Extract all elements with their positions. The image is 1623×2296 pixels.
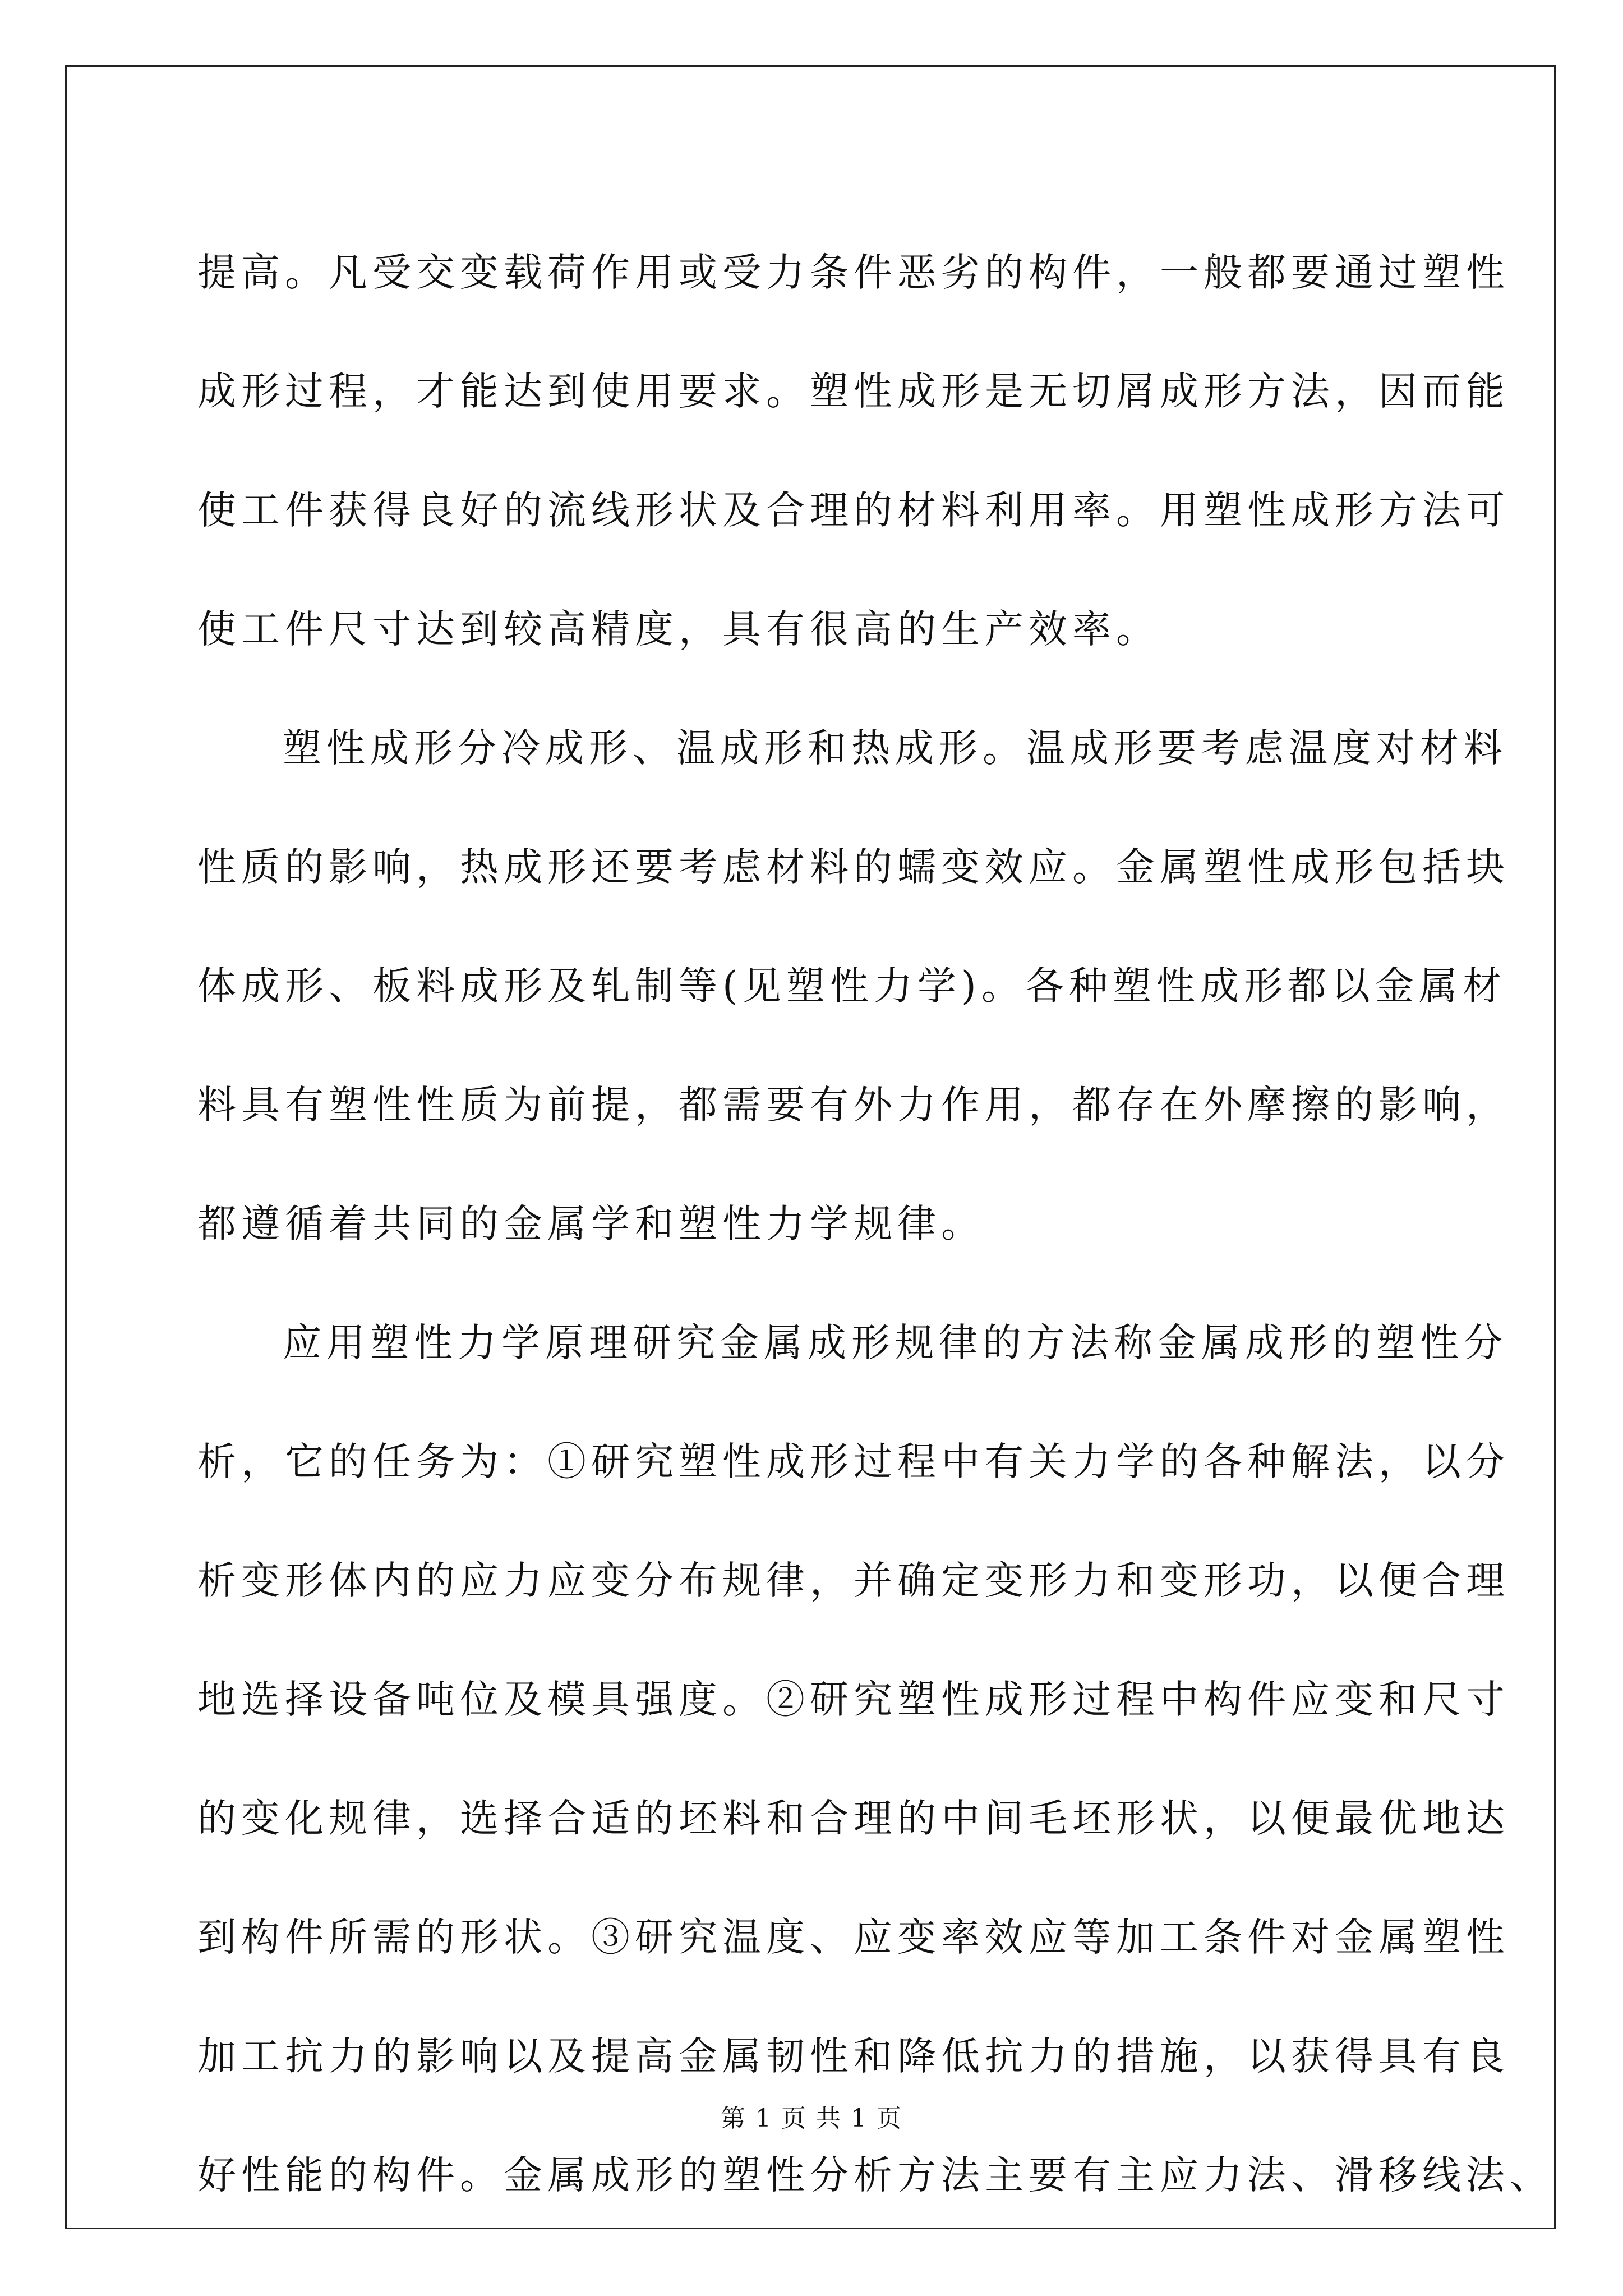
text-line: 使工件获得良好的流线形状及合理的材料利用率。用塑性成形方法可 (197, 488, 1510, 533)
text-line: 的变化规律，选择合适的坯料和合理的中间毛坯形状，以便最优地达 (197, 1796, 1510, 1841)
text-line: 体成形、板料成形及轧制等(见塑性力学)。各种塑性成形都以金属材 (197, 964, 1506, 1009)
text-line: 好性能的构件。金属成形的塑性分析方法主要有主应力法、滑移线法、 (197, 2153, 1553, 2198)
text-line: 析，它的任务为：①研究塑性成形过程中有关力学的各种解法，以分 (197, 1439, 1510, 1484)
paragraph-start-line: 塑性成形分冷成形、温成形和热成形。温成形要考虑温度对材料 (283, 726, 1507, 771)
text-line: 地选择设备吨位及模具强度。②研究塑性成形过程中构件应变和尺寸 (197, 1677, 1510, 1722)
text-line: 加工抗力的影响以及提高金属韧性和降低抗力的措施，以获得具有良 (197, 2034, 1510, 2079)
paragraph-start-line: 应用塑性力学原理研究金属成形规律的方法称金属成形的塑性分 (283, 1320, 1507, 1365)
page-number-footer: 第 1 页 共 1 页 (721, 2104, 902, 2133)
text-line: 析变形体内的应力应变分布规律，并确定变形力和变形功，以便合理 (197, 1558, 1510, 1603)
document-body (197, 213, 1553, 2235)
text-line: 到构件所需的形状。③研究温度、应变率效应等加工条件对金属塑性 (197, 1915, 1510, 1960)
text-line: 料具有塑性性质为前提，都需要有外力作用，都存在外摩擦的影响， (197, 1083, 1510, 1128)
text-line: 性质的影响，热成形还要考虑材料的蠕变效应。金属塑性成形包括块 (197, 845, 1510, 890)
text-line: 都遵循着共同的金属学和塑性力学规律。 (197, 1202, 985, 1246)
text-line: 使工件尺寸达到较高精度，具有很高的生产效率。 (197, 607, 1160, 652)
text-line: 提高。凡受交变载荷作用或受力条件恶劣的构件，一般都要通过塑性 (197, 250, 1510, 295)
text-line: 成形过程，才能达到使用要求。塑性成形是无切屑成形方法，因而能 (197, 369, 1510, 414)
